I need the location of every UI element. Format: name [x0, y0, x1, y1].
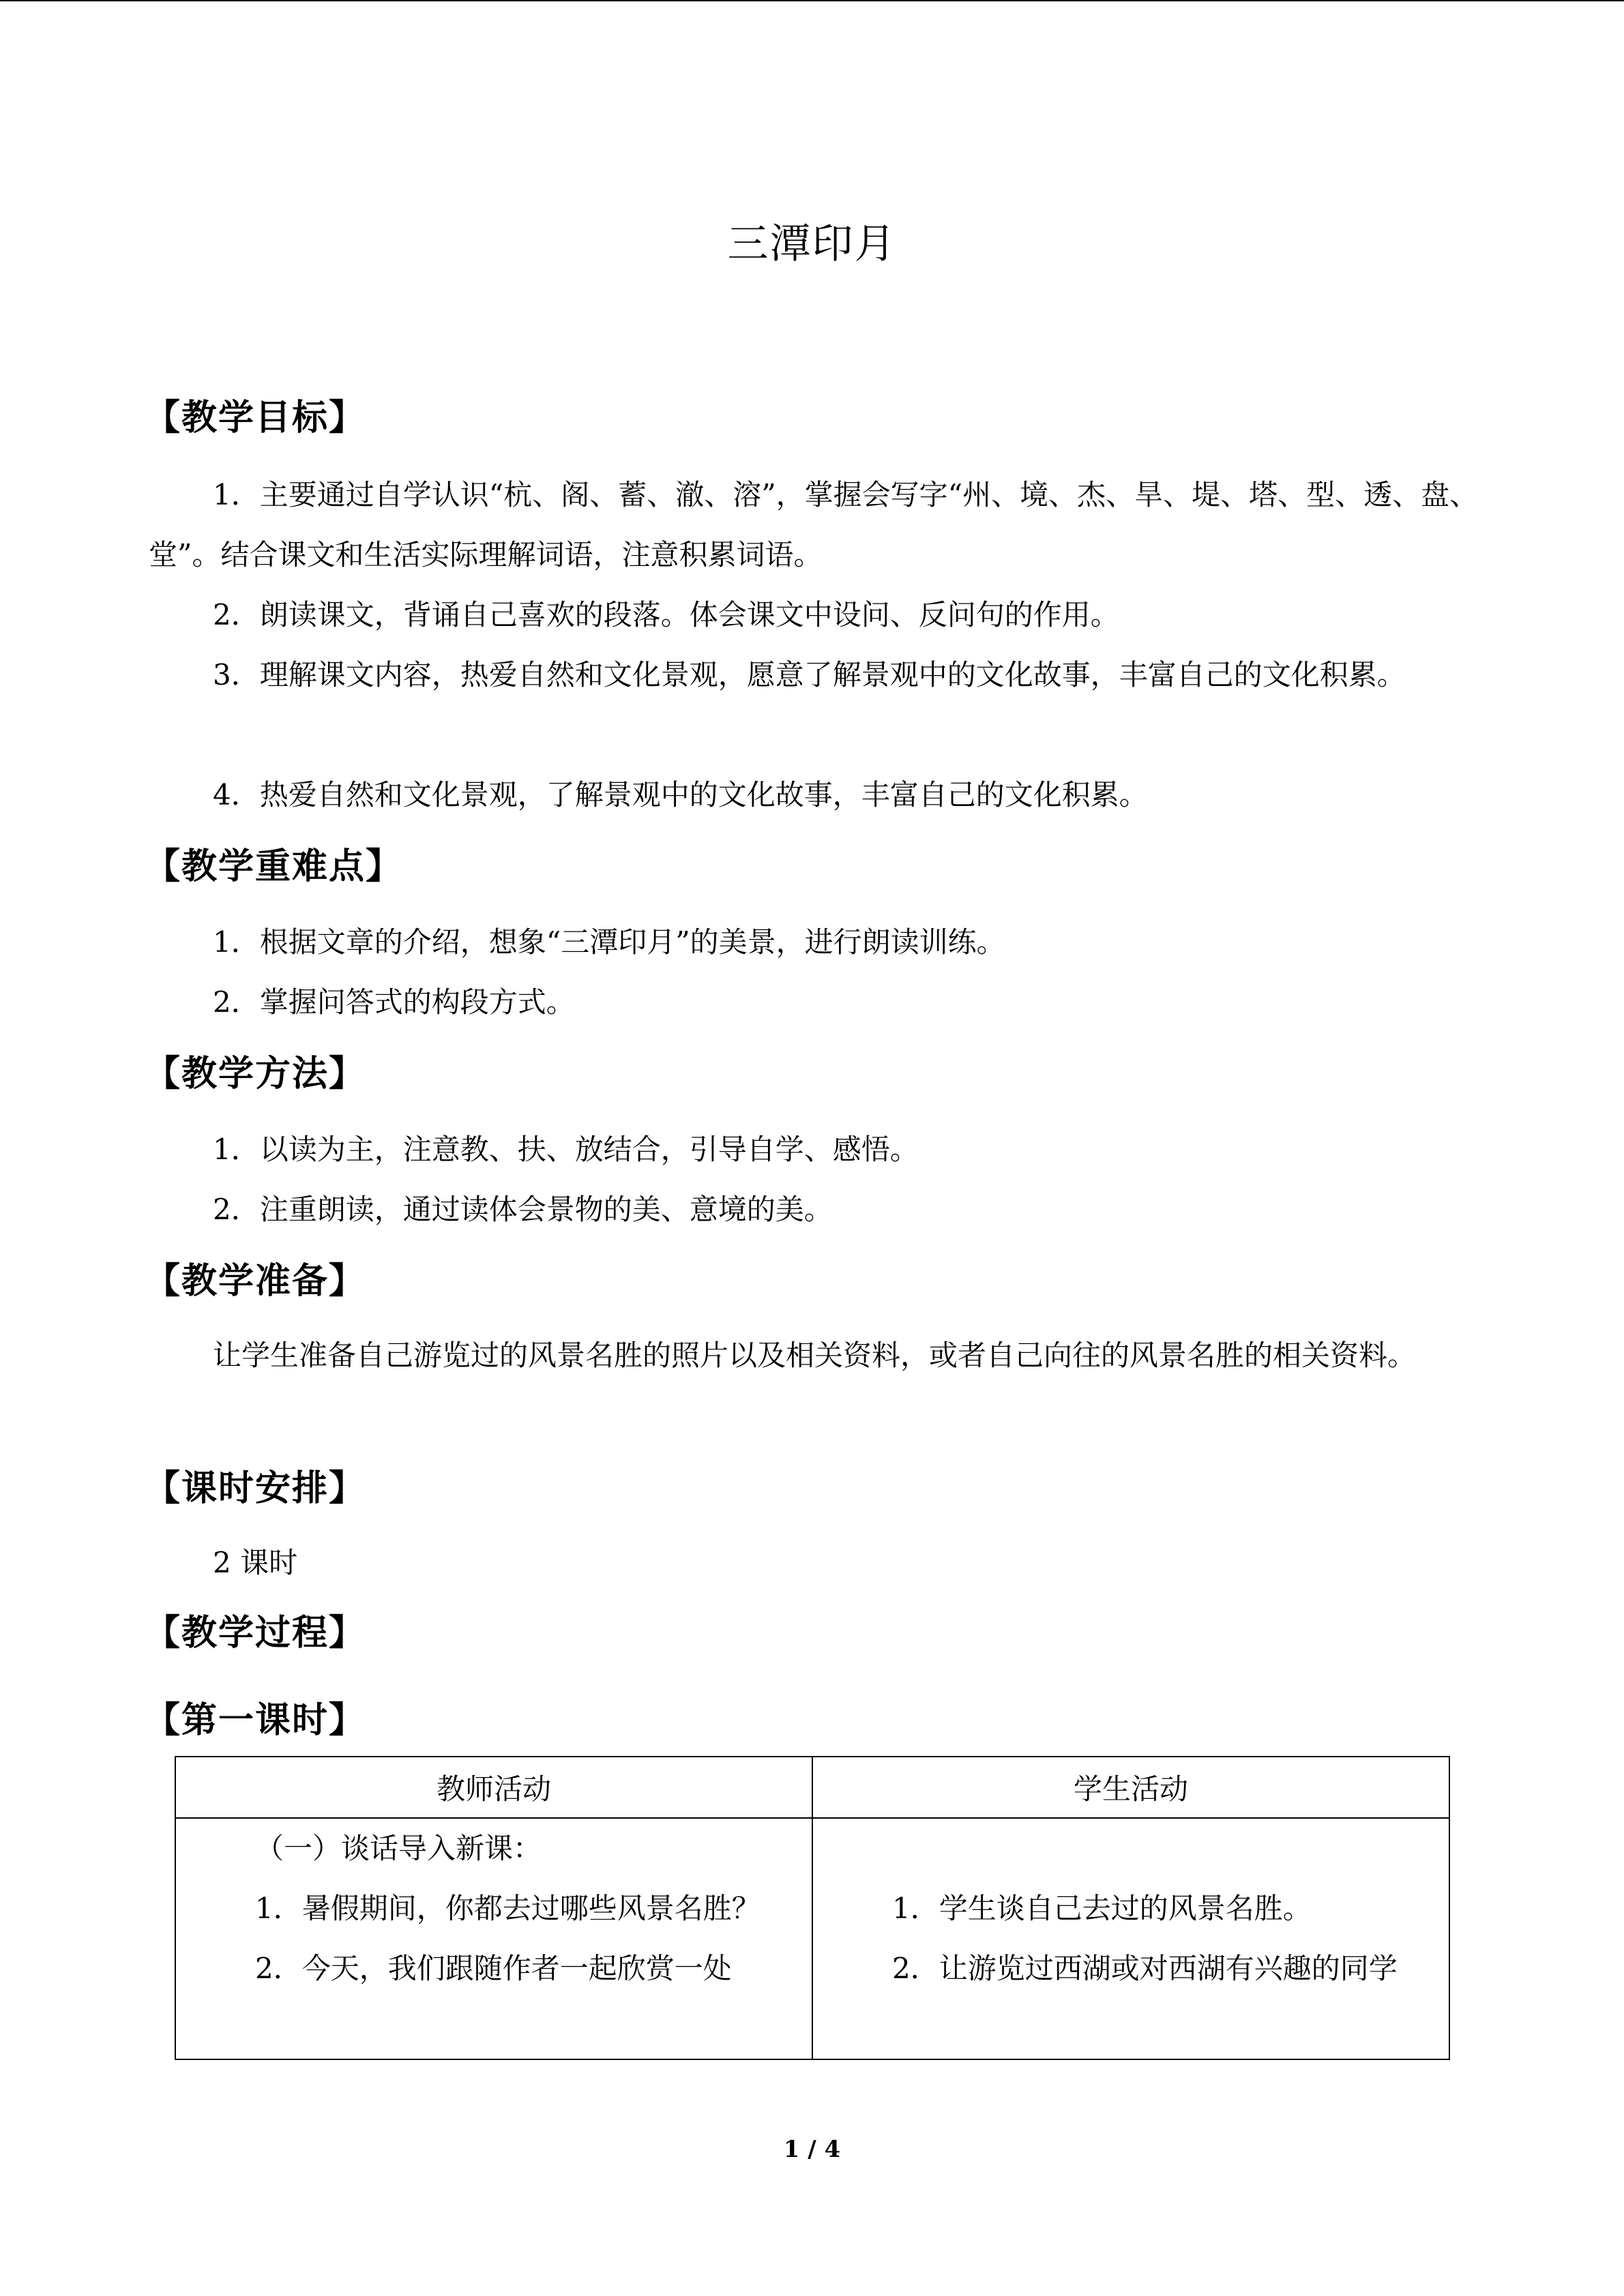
- teacher-activity-cell: [175, 1818, 812, 2059]
- goal-item-1: 1．主要通过自学认识“杭、阁、蓄、澈、溶”，掌握会写字“州、境、杰、旱、堤、塔、型、透、盘、堂”。结合课文和生活实际理解词语，注意积累词语。: [149, 478, 1479, 571]
- section-heading-goals: 【教学目标】: [145, 398, 366, 438]
- schedule-text: 2 课时: [213, 1546, 298, 1579]
- table-header-row: [175, 1757, 1449, 1818]
- teacher-activity-header: 教师活动: [175, 1757, 812, 1818]
- goal-item-3: 3．理解课文内容，热爱自然和文化景观，愿意了解景观中的文化故事，丰富自己的文化积累。: [213, 658, 1406, 691]
- page-title: 三潭印月: [727, 220, 897, 268]
- teacher-step-1: 1．暑假期间，你都去过哪些风景名胜？: [255, 1892, 761, 1925]
- method-item-2: 2．注重朗读，通过读体会景物的美、意境的美。: [213, 1193, 833, 1226]
- student-spacer: [818, 1819, 1443, 1879]
- method-item-1: 1．以读为主，注意教、扶、放结合，引导自学、感悟。: [213, 1133, 919, 1166]
- activity-table: [175, 1756, 1450, 2060]
- goal-item-4: 4．热爱自然和文化景观，了解景观中的文化故事，丰富自己的文化积累。: [213, 778, 1148, 811]
- section-heading-methods: 【教学方法】: [145, 1054, 366, 1094]
- section-heading-first-lesson: 【第一课时】: [145, 1700, 366, 1741]
- section-heading-preparation: 【教学准备】: [145, 1261, 366, 1302]
- preparation-text: 让学生准备自己游览过的风景名胜的照片以及相关资料，或者自己向往的风景名胜的相关资料。: [213, 1339, 1417, 1372]
- key-point-item-1: 1．根据文章的介绍，想象“三潭印月”的美景，进行朗读训练。: [213, 925, 1005, 959]
- section-heading-key-points: 【教学重难点】: [145, 846, 403, 887]
- student-activity-cell: [812, 1818, 1449, 2059]
- page-number: 1 / 4: [783, 2136, 841, 2163]
- goal-item-2: 2．朗读课文，背诵自己喜欢的段落。体会课文中设问、反问句的作用。: [213, 598, 1119, 631]
- section-heading-process: 【教学过程】: [145, 1613, 366, 1654]
- student-step-2: 2．让游览过西湖或对西湖有兴趣的同学: [892, 1952, 1398, 1985]
- teacher-step-intro: （一）谈话导入新课：: [255, 1832, 542, 1865]
- table-row: [175, 1818, 1449, 2059]
- student-step-1: 1．学生谈自己去过的风景名胜。: [892, 1892, 1312, 1925]
- section-heading-schedule: 【课时安排】: [145, 1468, 366, 1509]
- teacher-step-2: 2．今天，我们跟随作者一起欣赏一处: [255, 1952, 732, 1985]
- key-point-item-2: 2．掌握问答式的构段方式。: [213, 985, 575, 1019]
- student-activity-header: 学生活动: [812, 1757, 1449, 1818]
